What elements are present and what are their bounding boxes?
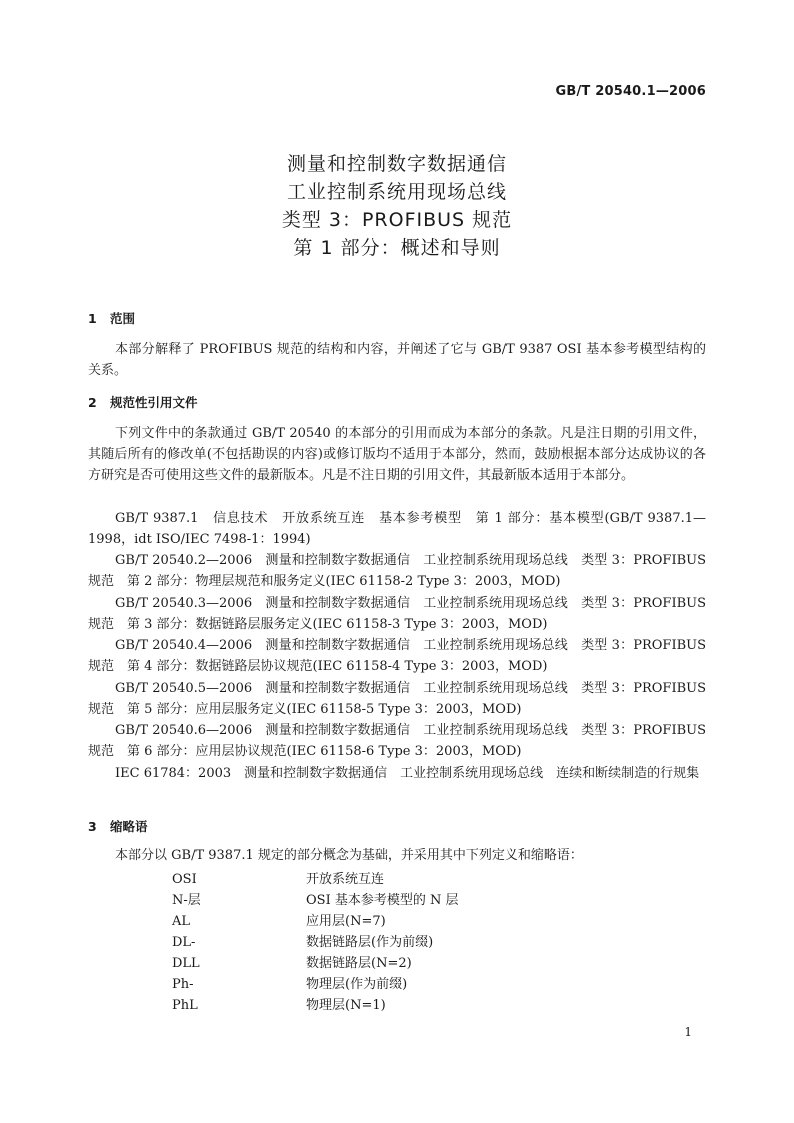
abbreviation-term: N-层 — [172, 893, 201, 908]
standard-code: GB/T 20540.1—2006 — [555, 84, 706, 99]
references-intro-paragraph: 下列文件中的条款通过 GB/T 20540 的本部分的引用而成为本部分的条款。凡是注日期的引用文件，其随后所有的修改单(不包括勘误的内容)或修订版均不适用于本部分，然而，鼓励根据本部分达成协议的各方研究是否可使用这些文件的最新版本。凡是不注日期的引用文件，其最新版本适用于本部分。 — [88, 426, 706, 483]
section-3-heading — [88, 817, 148, 835]
section-1-heading — [88, 309, 135, 327]
list-item — [172, 869, 458, 890]
abbreviation-term: AL — [172, 914, 191, 929]
scope-paragraph: 本部分解释了 PROFIBUS 规范的结构和内容，并阐述了它与 GB/T 9387 OSI 基本参考模型结构的关系。 — [88, 342, 706, 378]
abbreviation-definition: 数据链路层(作为前缀) — [306, 935, 434, 950]
abbreviation-definition: OSI 基本参考模型的 N 层 — [306, 893, 459, 908]
abbreviation-term: PhL — [172, 998, 198, 1013]
page-number: 1 — [684, 1025, 692, 1039]
title-line-4: 第 1 部分：概述和导则 — [293, 237, 501, 259]
section-title: 范围 — [110, 311, 136, 326]
abbreviation-list — [172, 869, 458, 1016]
abbreviation-term: DLL — [172, 956, 200, 971]
abbreviation-definition: 开放系统互连 — [306, 872, 385, 887]
list-item — [172, 953, 458, 974]
section-title: 缩略语 — [110, 819, 148, 834]
reference-item: GB/T 20540.5—2006 测量和控制数字数据通信 工业控制系统用现场总线 类型 3：PROFIBUS 规范 第 5 部分：应用层服务定义(IEC 61158-5 Type 3：2003，MOD) — [88, 681, 706, 717]
section-number: 2 — [88, 395, 97, 410]
abbreviation-term: DL- — [172, 935, 196, 950]
abbreviation-definition: 物理层(作为前缀) — [306, 977, 408, 992]
reference-item: GB/T 9387.1 信息技术 开放系统互连 基本参考模型 第 1 部分：基本模型(GB/T 9387.1—1998，idt ISO/IEC 7498-1：1994) — [88, 511, 706, 547]
reference-item: GB/T 20540.2—2006 测量和控制数字数据通信 工业控制系统用现场总线 类型 3：PROFIBUS 规范 第 2 部分：物理层规范和服务定义(IEC 61158-2 Type 3：2003，MOD) — [88, 553, 706, 589]
abbreviation-term: OSI — [172, 872, 197, 887]
list-item — [172, 932, 458, 953]
reference-item: IEC 61784：2003 测量和控制数字数据通信 工业控制系统用现场总线 连续和断续制造的行规集 — [115, 766, 700, 781]
reference-item: GB/T 20540.3—2006 测量和控制数字数据通信 工业控制系统用现场总线 类型 3：PROFIBUS 规范 第 3 部分：数据链路层服务定义(IEC 61158-3 Type 3：2003，MOD) — [88, 596, 706, 632]
abbreviation-definition: 物理层(N=1) — [306, 998, 386, 1013]
section-number: 3 — [88, 819, 97, 834]
abbreviation-definition: 应用层(N=7) — [306, 914, 386, 929]
abbreviations-intro-paragraph: 本部分以 GB/T 9387.1 规定的部分概念为基础，并采用其中下列定义和缩略语： — [115, 848, 583, 863]
abbreviation-term: Ph- — [172, 977, 194, 992]
section-number: 1 — [88, 311, 97, 326]
title-line-3: 类型 3：PROFIBUS 规范 — [281, 209, 513, 231]
list-item — [172, 995, 458, 1016]
title-line-1: 测量和控制数字数据通信 — [286, 153, 507, 175]
reference-item: GB/T 20540.6—2006 测量和控制数字数据通信 工业控制系统用现场总线 类型 3：PROFIBUS 规范 第 6 部分：应用层协议规范(IEC 61158-6 Type 3：2003，MOD) — [88, 723, 706, 759]
title-line-2: 工业控制系统用现场总线 — [286, 181, 507, 203]
list-item — [172, 890, 458, 911]
list-item — [172, 911, 458, 932]
section-2-heading — [88, 393, 198, 411]
abbreviation-definition: 数据链路层(N=2) — [306, 956, 412, 971]
document-title — [0, 150, 794, 262]
section-title: 规范性引用文件 — [110, 395, 198, 410]
reference-item: GB/T 20540.4—2006 测量和控制数字数据通信 工业控制系统用现场总线 类型 3：PROFIBUS 规范 第 4 部分：数据链路层协议规范(IEC 61158-4 Type 3：2003，MOD) — [88, 638, 706, 674]
list-item — [172, 974, 458, 995]
